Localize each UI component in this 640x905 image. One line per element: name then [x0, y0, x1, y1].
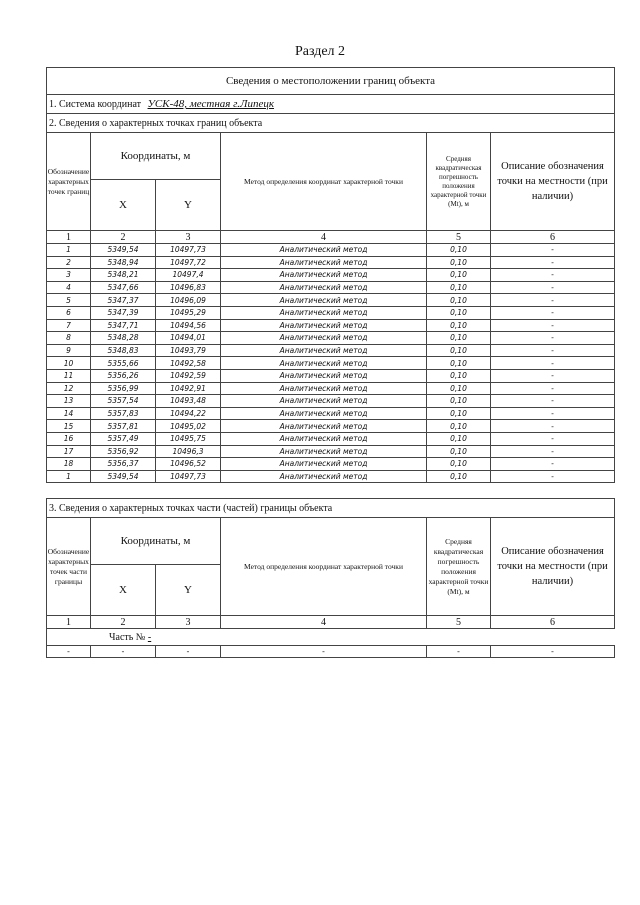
- point-description: -: [491, 319, 615, 332]
- point-y: 10494,01: [156, 332, 221, 345]
- point-y: 10493,79: [156, 344, 221, 357]
- point-accuracy: 0,10: [427, 445, 491, 458]
- section3-title: 3. Сведения о характерных точках части (частей) границы объекта: [47, 499, 615, 518]
- point-description: -: [491, 256, 615, 269]
- boundary-points-table: [46, 67, 615, 483]
- table-cell: -: [156, 646, 221, 658]
- point-method: Аналитический метод: [221, 256, 427, 269]
- header-designation: Обозначение характерных точек границ: [47, 133, 91, 231]
- table-row: [47, 432, 615, 445]
- point-description: -: [491, 244, 615, 257]
- point-accuracy: 0,10: [427, 395, 491, 408]
- point-accuracy: 0,10: [427, 319, 491, 332]
- header-coordinates: Координаты, м: [91, 518, 221, 565]
- point-number: 2: [47, 256, 91, 269]
- point-number: 4: [47, 281, 91, 294]
- point-description: -: [491, 395, 615, 408]
- point-accuracy: 0,10: [427, 432, 491, 445]
- point-method: Аналитический метод: [221, 281, 427, 294]
- point-method: Аналитический метод: [221, 319, 427, 332]
- point-description: -: [491, 420, 615, 433]
- point-description: -: [491, 445, 615, 458]
- part-points-table: [46, 498, 615, 658]
- point-x: 5349,54: [91, 470, 156, 483]
- points-body: [47, 244, 615, 483]
- point-number: 7: [47, 319, 91, 332]
- point-y: 10493,48: [156, 395, 221, 408]
- point-number: 18: [47, 458, 91, 471]
- point-accuracy: 0,10: [427, 244, 491, 257]
- table-row: [47, 319, 615, 332]
- point-x: 5356,26: [91, 369, 156, 382]
- point-method: Аналитический метод: [221, 306, 427, 319]
- table-row: [47, 294, 615, 307]
- table-row: [47, 382, 615, 395]
- part-label: Часть №: [109, 631, 146, 643]
- point-y: 10495,29: [156, 306, 221, 319]
- point-x: 5349,54: [91, 244, 156, 257]
- point-x: 5357,49: [91, 432, 156, 445]
- point-method: Аналитический метод: [221, 395, 427, 408]
- table-row: [47, 470, 615, 483]
- point-y: 10496,52: [156, 458, 221, 471]
- point-number: 1: [47, 470, 91, 483]
- table-row: [47, 445, 615, 458]
- table-row: [47, 357, 615, 370]
- empty-data-row: [47, 646, 615, 658]
- point-x: 5357,54: [91, 395, 156, 408]
- header-accuracy: Средняя квадратическая погрешность положения характерной точки (Mt), м: [427, 518, 491, 616]
- point-number: 3: [47, 269, 91, 282]
- point-accuracy: 0,10: [427, 458, 491, 471]
- table-row: [47, 395, 615, 408]
- point-y: 10495,02: [156, 420, 221, 433]
- header-description: Описание обозначения точки на местности (при наличии): [491, 518, 615, 616]
- point-x: 5347,66: [91, 281, 156, 294]
- point-x: 5348,83: [91, 344, 156, 357]
- point-description: -: [491, 432, 615, 445]
- point-y: 10497,72: [156, 256, 221, 269]
- point-number: 12: [47, 382, 91, 395]
- point-x: 5348,28: [91, 332, 156, 345]
- point-y: 10492,59: [156, 369, 221, 382]
- header-x: X: [91, 565, 156, 616]
- column-number: 3: [156, 616, 221, 629]
- point-x: 5356,92: [91, 445, 156, 458]
- point-method: Аналитический метод: [221, 470, 427, 483]
- column-number: 5: [427, 231, 491, 244]
- table-row: [47, 306, 615, 319]
- column-number-row: [47, 231, 615, 244]
- point-number: 15: [47, 420, 91, 433]
- header-y: Y: [156, 180, 221, 231]
- point-accuracy: 0,10: [427, 281, 491, 294]
- coordinate-system-label: 1. Система координат: [49, 99, 142, 110]
- point-y: 10492,91: [156, 382, 221, 395]
- point-method: Аналитический метод: [221, 432, 427, 445]
- point-number: 14: [47, 407, 91, 420]
- header-x: X: [91, 180, 156, 231]
- point-accuracy: 0,10: [427, 407, 491, 420]
- point-method: Аналитический метод: [221, 420, 427, 433]
- point-description: -: [491, 344, 615, 357]
- point-number: 9: [47, 344, 91, 357]
- table-row: [47, 407, 615, 420]
- point-x: 5357,81: [91, 420, 156, 433]
- point-y: 10492,58: [156, 357, 221, 370]
- column-number: 4: [221, 231, 427, 244]
- point-y: 10497,73: [156, 244, 221, 257]
- table-row: [47, 244, 615, 257]
- point-description: -: [491, 369, 615, 382]
- part-number: -: [147, 631, 152, 643]
- point-description: -: [491, 382, 615, 395]
- point-number: 6: [47, 306, 91, 319]
- point-description: -: [491, 306, 615, 319]
- point-description: -: [491, 281, 615, 294]
- point-x: 5355,66: [91, 357, 156, 370]
- point-y: 10494,22: [156, 407, 221, 420]
- point-y: 10496,83: [156, 281, 221, 294]
- point-x: 5348,21: [91, 269, 156, 282]
- column-number: 2: [91, 616, 156, 629]
- point-y: 10496,09: [156, 294, 221, 307]
- part-row: [47, 629, 615, 646]
- point-number: 8: [47, 332, 91, 345]
- table-row: [47, 256, 615, 269]
- point-method: Аналитический метод: [221, 369, 427, 382]
- point-description: -: [491, 357, 615, 370]
- column-number: 6: [491, 616, 615, 629]
- document-title: Сведения о местоположении границ объекта: [47, 68, 615, 95]
- point-x: 5356,37: [91, 458, 156, 471]
- point-number: 17: [47, 445, 91, 458]
- point-description: -: [491, 407, 615, 420]
- header-method: Метод определения координат характерной точки: [221, 518, 427, 616]
- point-x: 5356,99: [91, 382, 156, 395]
- table-row: [47, 269, 615, 282]
- point-number: 10: [47, 357, 91, 370]
- point-x: 5357,83: [91, 407, 156, 420]
- point-number: 1: [47, 244, 91, 257]
- section2-title: 2. Сведения о характерных точках границ объекта: [47, 114, 615, 133]
- table-cell: -: [221, 646, 427, 658]
- point-y: 10497,73: [156, 470, 221, 483]
- header-designation: Обозначение характерных точек части границы: [47, 518, 91, 616]
- point-method: Аналитический метод: [221, 294, 427, 307]
- point-description: -: [491, 458, 615, 471]
- header-coordinates: Координаты, м: [91, 133, 221, 180]
- column-number: 1: [47, 231, 91, 244]
- point-accuracy: 0,10: [427, 357, 491, 370]
- part-label-cell: [47, 629, 615, 646]
- point-accuracy: 0,10: [427, 269, 491, 282]
- column-number: 5: [427, 616, 491, 629]
- table-cell: -: [491, 646, 615, 658]
- point-x: 5347,71: [91, 319, 156, 332]
- point-description: -: [491, 332, 615, 345]
- point-x: 5347,39: [91, 306, 156, 319]
- point-x: 5348,94: [91, 256, 156, 269]
- column-number: 1: [47, 616, 91, 629]
- point-accuracy: 0,10: [427, 344, 491, 357]
- coordinate-system-value: УСК-48, местная г.Липецк: [147, 98, 275, 110]
- point-method: Аналитический метод: [221, 244, 427, 257]
- point-accuracy: 0,10: [427, 420, 491, 433]
- table-cell: -: [91, 646, 156, 658]
- header-y: Y: [156, 565, 221, 616]
- point-method: Аналитический метод: [221, 332, 427, 345]
- point-description: -: [491, 470, 615, 483]
- table-row: [47, 420, 615, 433]
- column-number: 4: [221, 616, 427, 629]
- table-cell: -: [427, 646, 491, 658]
- point-method: Аналитический метод: [221, 407, 427, 420]
- point-accuracy: 0,10: [427, 332, 491, 345]
- point-method: Аналитический метод: [221, 269, 427, 282]
- point-y: 10496,3: [156, 445, 221, 458]
- coordinate-system-row: [47, 95, 615, 114]
- header-method: Метод определения координат характерной точки: [221, 133, 427, 231]
- page-title: Раздел 2: [294, 44, 346, 59]
- point-accuracy: 0,10: [427, 369, 491, 382]
- column-number: 2: [91, 231, 156, 244]
- point-number: 16: [47, 432, 91, 445]
- point-x: 5347,37: [91, 294, 156, 307]
- point-method: Аналитический метод: [221, 344, 427, 357]
- column-number-row: [47, 616, 615, 629]
- table-row: [47, 344, 615, 357]
- point-y: 10495,75: [156, 432, 221, 445]
- point-method: Аналитический метод: [221, 445, 427, 458]
- table-row: [47, 281, 615, 294]
- header-description: Описание обозначения точки на местности (при наличии): [491, 133, 615, 231]
- column-number: 3: [156, 231, 221, 244]
- point-method: Аналитический метод: [221, 382, 427, 395]
- point-number: 13: [47, 395, 91, 408]
- point-y: 10497,4: [156, 269, 221, 282]
- point-accuracy: 0,10: [427, 294, 491, 307]
- column-number: 6: [491, 231, 615, 244]
- point-accuracy: 0,10: [427, 382, 491, 395]
- table-row: [47, 458, 615, 471]
- table-row: [47, 332, 615, 345]
- point-description: -: [491, 294, 615, 307]
- table-row: [47, 369, 615, 382]
- point-description: -: [491, 269, 615, 282]
- point-method: Аналитический метод: [221, 357, 427, 370]
- point-number: 5: [47, 294, 91, 307]
- point-accuracy: 0,10: [427, 306, 491, 319]
- point-method: Аналитический метод: [221, 458, 427, 471]
- point-accuracy: 0,10: [427, 470, 491, 483]
- point-number: 11: [47, 369, 91, 382]
- header-accuracy: Средняя квадратическая погрешность положения характерной точки (Mt), м: [427, 133, 491, 231]
- point-y: 10494,56: [156, 319, 221, 332]
- point-accuracy: 0,10: [427, 256, 491, 269]
- table-cell: -: [47, 646, 91, 658]
